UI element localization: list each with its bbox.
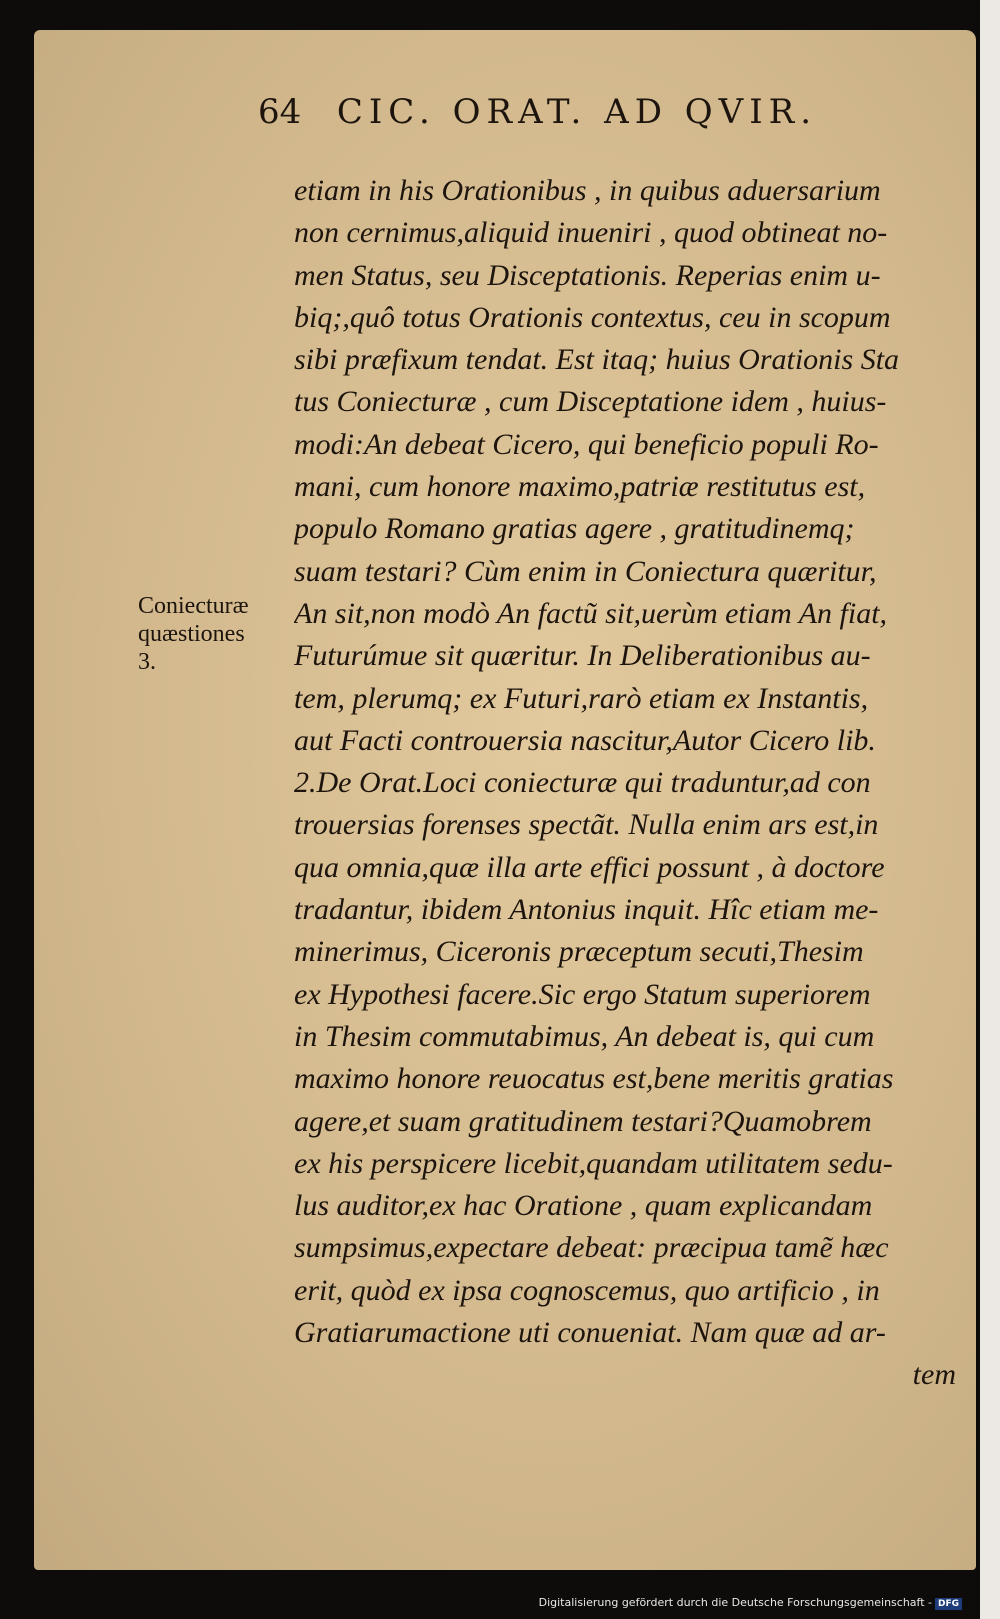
digitization-footer	[0, 1596, 980, 1610]
text-line: in Thesim commutabimus, An debeat is, qui cum	[294, 1019, 875, 1053]
text-line: aut Facti controuersia nascitur,Autor Cicero lib.	[294, 723, 876, 757]
marginal-note-line: Coniecturæ	[138, 593, 249, 619]
text-line: sibi præfixum tendat. Est itaq; huius Orationis Sta	[294, 343, 900, 377]
text-line: tus Coniecturæ , cum Disceptatione idem , huius-	[294, 385, 887, 419]
text-line: men Status, seu Disceptationis. Reperias enim u-	[294, 258, 881, 292]
text-line: modi:An debeat Cicero, qui beneficio populi Ro-	[294, 427, 879, 461]
footer-text: Digitalisierung gefördert durch die Deutsche Forschungsgemeinschaft -	[538, 1596, 932, 1609]
text-line: biq;,quô totus Orationis contextus, ceu in scopum	[294, 300, 891, 334]
text-line: erit, quòd ex ipsa cognoscemus, quo artificio , in	[294, 1273, 880, 1307]
text-line: etiam in his Orationibus , in quibus aduersarium	[294, 174, 881, 207]
text-line: mani, cum honore maximo,patriæ restitutus est,	[294, 470, 866, 504]
catchword: tem	[912, 1358, 956, 1392]
marginal-note	[138, 592, 288, 676]
text-line: tem, plerumq; ex Futuri,rarò etiam ex Instantis,	[294, 681, 869, 715]
text-line: populo Romano gratias agere , gratitudinemq;	[294, 512, 855, 546]
page-number: 64	[258, 92, 302, 132]
running-head-title: CIC. ORAT. AD QVIR.	[336, 92, 818, 132]
text-line: non cernimus,aliquid inueniri , quod obtineat no-	[294, 216, 888, 250]
text-line: suam testari? Cùm enim in Coniectura quæritur,	[294, 554, 877, 588]
marginal-note-line: 3.	[138, 649, 156, 675]
text-line: tradantur, ibidem Antonius inquit. Hîc etiam me-	[294, 893, 879, 927]
body-text	[294, 170, 964, 1397]
text-line: trouersias forenses spectãt. Nulla enim ars est,in	[294, 808, 879, 842]
text-line: lus auditor,ex hac Oratione , quam explicandam	[294, 1189, 873, 1223]
text-line: ex Hypothesi facere.Sic ergo Statum superiorem	[294, 977, 871, 1011]
text-line: 2.De Orat.Loci coniecturæ qui traduntur,ad con	[294, 766, 871, 800]
text-line: Futurúmue sit quæritur. In Deliberationibus au-	[294, 639, 871, 673]
running-head	[258, 92, 898, 132]
dfg-logo: DFG	[935, 1598, 962, 1610]
text-line: agere,et suam gratitudinem testari?Quamobrem	[294, 1104, 872, 1138]
text-line: ex his perspicere licebit,quandam utilitatem sedu-	[294, 1146, 893, 1180]
text-line: An sit,non modò An factũ sit,uerùm etiam An fiat,	[294, 596, 888, 630]
marginal-note-line: quæstiones	[138, 621, 245, 647]
text-line: minerimus, Ciceronis præceptum secuti,Thesim	[294, 935, 864, 969]
text-line: sumpsimus,expectare debeat: præcipua tamẽ hæc	[294, 1231, 889, 1265]
scan-edge-strip	[980, 0, 1000, 1619]
text-line: maximo honore reuocatus est,bene meritis gratias	[294, 1062, 894, 1096]
text-line: Gratiarumactione uti conueniat. Nam quæ ad ar-	[294, 1316, 886, 1350]
text-line: qua omnia,quæ illa arte effici possunt , à doctore	[294, 850, 885, 884]
